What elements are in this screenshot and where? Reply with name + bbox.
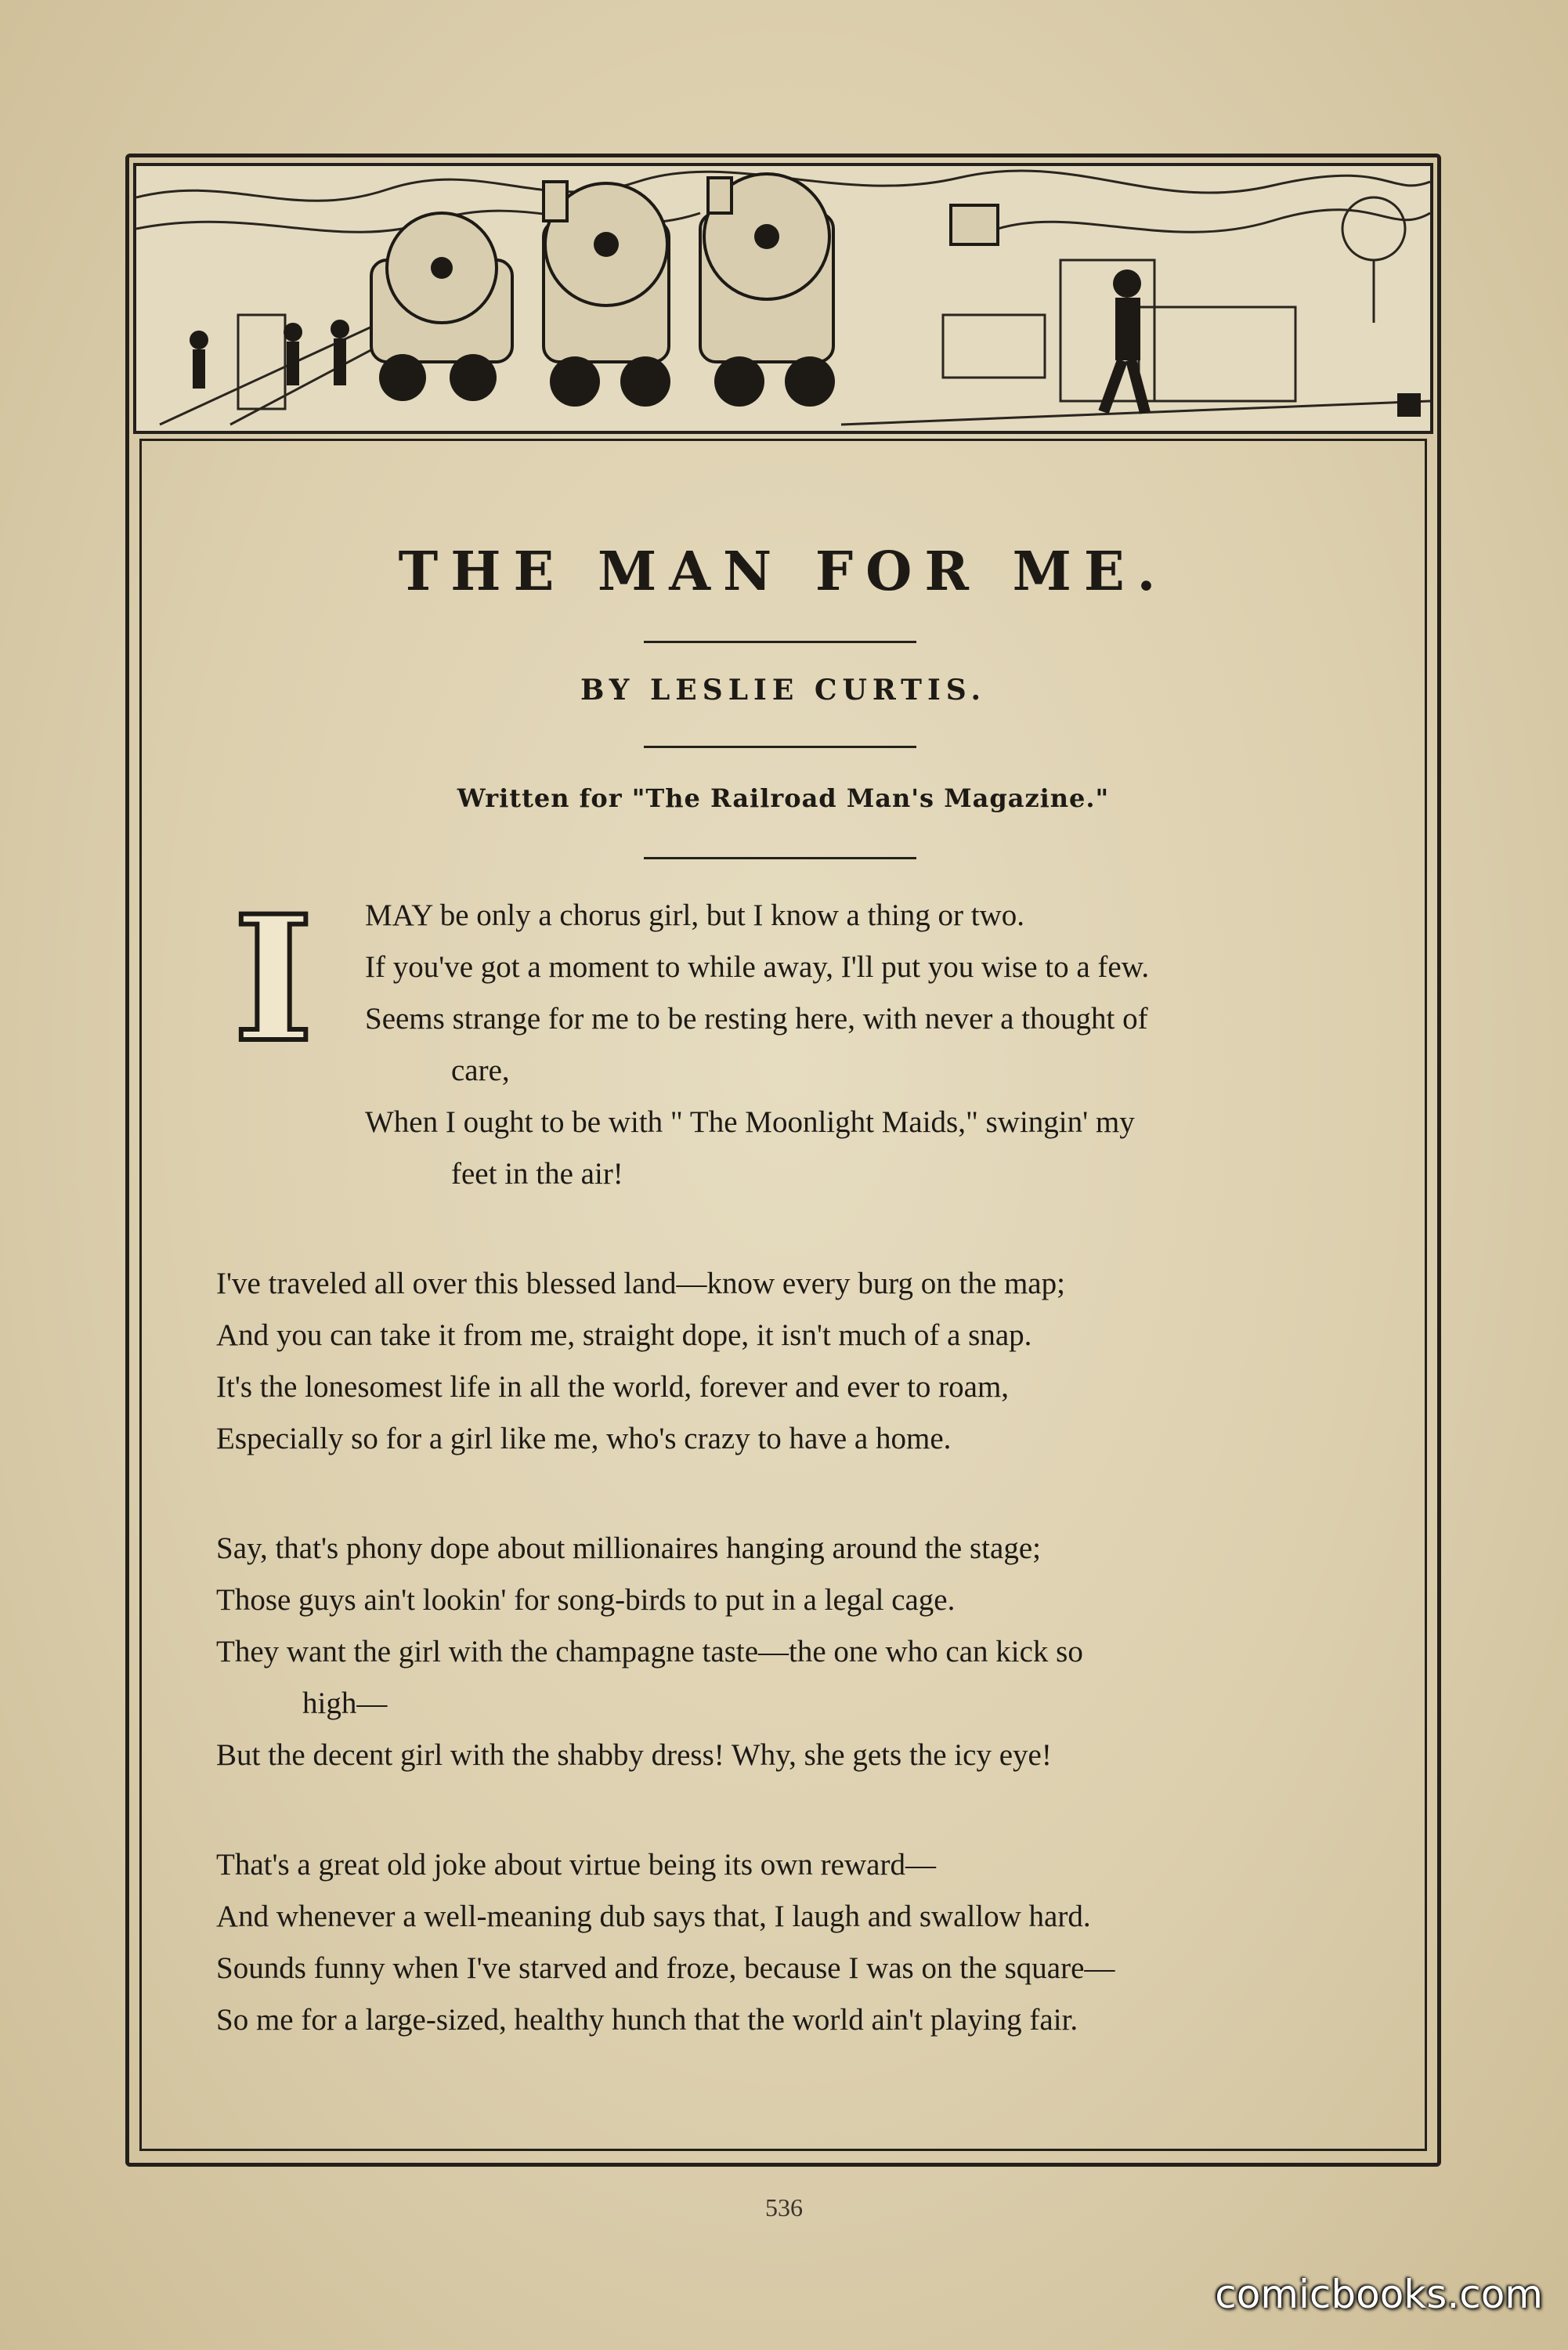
stanza-4: [216, 1839, 1363, 2046]
title-divider: [644, 641, 916, 643]
railroad-illustration: [133, 163, 1433, 434]
poem-line: When I ought to be with " The Moonlight Maids," swingin' my: [365, 1105, 1135, 1139]
drop-cap: I: [233, 877, 314, 1080]
poem-line-continuation: care,: [451, 1054, 510, 1087]
poem-title: THE MAN FOR ME.: [398, 540, 1169, 603]
poem-line: I've traveled all over this blessed land—know every burg on the map;: [216, 1267, 1065, 1300]
poem-line: And whenever a well-meaning dub says that, I laugh and swallow hard.: [216, 1900, 1091, 1933]
author-byline: BY LESLIE CURTIS.: [580, 674, 987, 707]
poem-line: Those guys ain't lookin' for song-birds to put in a legal cage.: [216, 1583, 956, 1617]
poem-line: That's a great old joke about virtue being its own reward—: [216, 1848, 936, 1882]
poem-line: They want the girl with the champagne taste—the one who can kick so: [216, 1635, 1083, 1668]
poem-line: So me for a large-sized, healthy hunch that the world ain't playing fair.: [216, 2003, 1078, 2037]
watermark: comicbooks.com: [1215, 2272, 1543, 2317]
poem-line: Especially so for a girl like me, who's crazy to have a home.: [216, 1422, 952, 1455]
publication-credit: Written for "The Railroad Man's Magazine.": [457, 783, 1110, 813]
poem-line-continuation: high—: [302, 1687, 388, 1720]
poem-line: MAY be only a chorus girl, but I know a thing or two.: [365, 898, 1025, 932]
poem-line: Seems strange for me to be resting here, with never a thought of: [365, 1002, 1148, 1036]
poem-line: If you've got a moment to while away, I'll put you wise to a few.: [365, 950, 1150, 984]
stanza-1: [216, 877, 1363, 1200]
poem-line-continuation: feet in the air!: [451, 1157, 623, 1191]
stanza-3: [216, 1523, 1363, 1781]
poem-line: It's the lonesomest life in all the world, forever and ever to roam,: [216, 1370, 1010, 1404]
poem-line: But the decent girl with the shabby dress! Why, she gets the icy eye!: [216, 1738, 1052, 1772]
poem-body: [216, 877, 1363, 2104]
poem-line: And you can take it from me, straight dope, it isn't much of a snap.: [216, 1318, 1032, 1352]
stanza-2: [216, 1258, 1363, 1465]
byline-divider: [644, 746, 916, 748]
poem-line: Say, that's phony dope about millionaires hanging around the stage;: [216, 1531, 1041, 1565]
locomotive-yard-illustration: [136, 166, 1430, 431]
poem-line: Sounds funny when I've starved and froze, because I was on the square—: [216, 1951, 1115, 1985]
page-number: 536: [765, 2193, 803, 2222]
credit-divider: [644, 857, 916, 859]
